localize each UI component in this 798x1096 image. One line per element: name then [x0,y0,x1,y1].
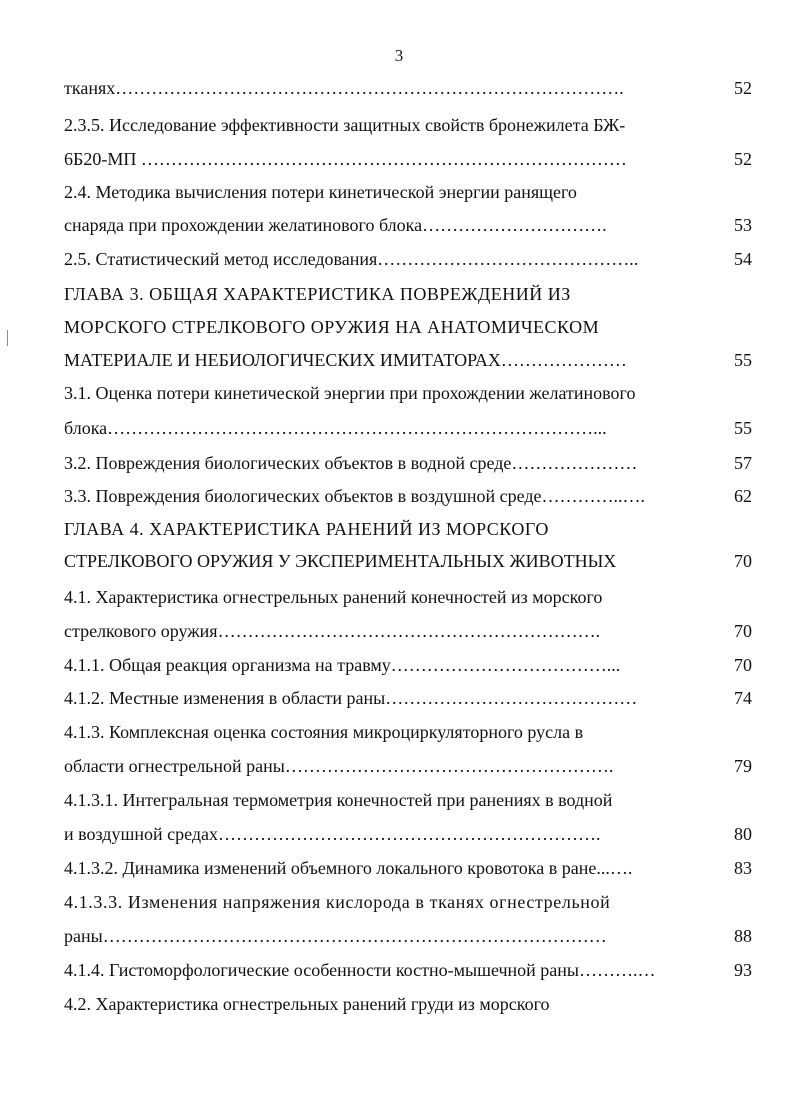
toc-entry-text: 2.3.5. Исследование эффективности защитных свойств бронежилета БЖ- [64,115,626,135]
toc-entry-page: 70 [734,655,752,675]
toc-entry-page: 52 [734,78,752,98]
toc-entry-page: 55 [734,418,752,438]
toc-entry-page: 62 [734,486,752,506]
toc-entry-text: тканях…………………………………………………………………………. [64,78,624,98]
toc-entry-page: 54 [734,249,752,269]
toc-entry-text: стрелкового оружия………………………………………………………. [64,621,601,641]
toc-entry-text: 4.1.3. Комплексная оценка состояния микроциркуляторного русла в [64,722,584,742]
toc-entry-text: 4.1.4. Гистоморфологические особенности костно-мышечной раны……….… [64,960,656,980]
toc-entry-text: 3.3. Повреждения биологических объектов в воздушной среде…………..…. [64,486,646,506]
toc-entry-page: 79 [734,756,752,776]
toc-entry-text: 2.5. Статистический метод исследования…………………………………….. [64,249,639,269]
toc-entry-page: 80 [734,824,752,844]
toc-entry-page: 55 [734,350,752,370]
toc-entry-text: 6Б20-МП ……………………………………………………………………… [64,149,627,169]
toc-entry-text: раны………………………………………………………………………… [64,926,607,946]
toc-entry-page: 83 [734,858,752,878]
toc-entry-text: 2.4. Методика вычисления потери кинетической энергии ранящего [64,182,577,202]
toc-chapter-heading: МОРСКОГО СТРЕЛКОВОГО ОРУЖИЯ НА АНАТОМИЧЕСКОМ [64,317,600,337]
toc-entry-page: 53 [734,215,752,235]
toc-entry-text: 3.2. Повреждения биологических объектов в водной среде………………… [64,453,638,473]
toc-chapter-heading: СТРЕЛКОВОГО ОРУЖИЯ У ЭКСПЕРИМЕНТАЛЬНЫХ ЖИВОТНЫХ [64,551,617,571]
toc-entry-page: 57 [734,453,752,473]
toc-entry-text: 4.1.3.2. Динамика изменений объемного локального кровотока в ране...…. [64,858,633,878]
toc-entry-text: области огнестрельной раны………………………………………………. [64,756,614,776]
toc-entry-page: 88 [734,926,752,946]
toc-entry-text: 4.1.3.3. Изменения напряжения кислорода в тканях огнестрельной [64,892,611,912]
page-number: 3 [394,46,404,65]
toc-entry-page: 93 [734,960,752,980]
toc-entry-text: 4.1.1. Общая реакция организма на травму………………………………... [64,655,621,675]
toc-entry-text: 4.1.3.1. Интегральная термометрия конечностей при ранениях в водной [64,790,613,810]
toc-chapter-heading: ГЛАВА 4. ХАРАКТЕРИСТИКА РАНЕНИЙ ИЗ МОРСКОГО [64,519,549,539]
toc-entry-text: 4.1.2. Местные изменения в области раны…………………………………… [64,688,638,708]
toc-entry-text: блока………………………………………………………………………... [64,418,607,438]
toc-entry-text: и воздушной средах………………………………………………………. [64,824,601,844]
toc-entry-text: 4.1. Характеристика огнестрельных ранений конечностей из морского [64,587,603,607]
toc-entry-page: 70 [734,551,752,571]
toc-entry-text: 3.1. Оценка потери кинетической энергии при прохождении желатинового [64,383,636,403]
toc-entry-text: снаряда при прохождении желатинового блока…………………………. [64,215,607,235]
toc-entry-page: 74 [734,688,752,708]
toc-chapter-heading: МАТЕРИАЛЕ И НЕБИОЛОГИЧЕСКИХ ИМИТАТОРАХ………………… [64,350,627,370]
toc-entry-page: 70 [734,621,752,641]
toc-entry-text: 4.2. Характеристика огнестрельных ранений груди из морского [64,994,550,1014]
toc-entry-page: 52 [734,149,752,169]
toc-chapter-heading: ГЛАВА 3. ОБЩАЯ ХАРАКТЕРИСТИКА ПОВРЕЖДЕНИЙ ИЗ [64,284,571,304]
